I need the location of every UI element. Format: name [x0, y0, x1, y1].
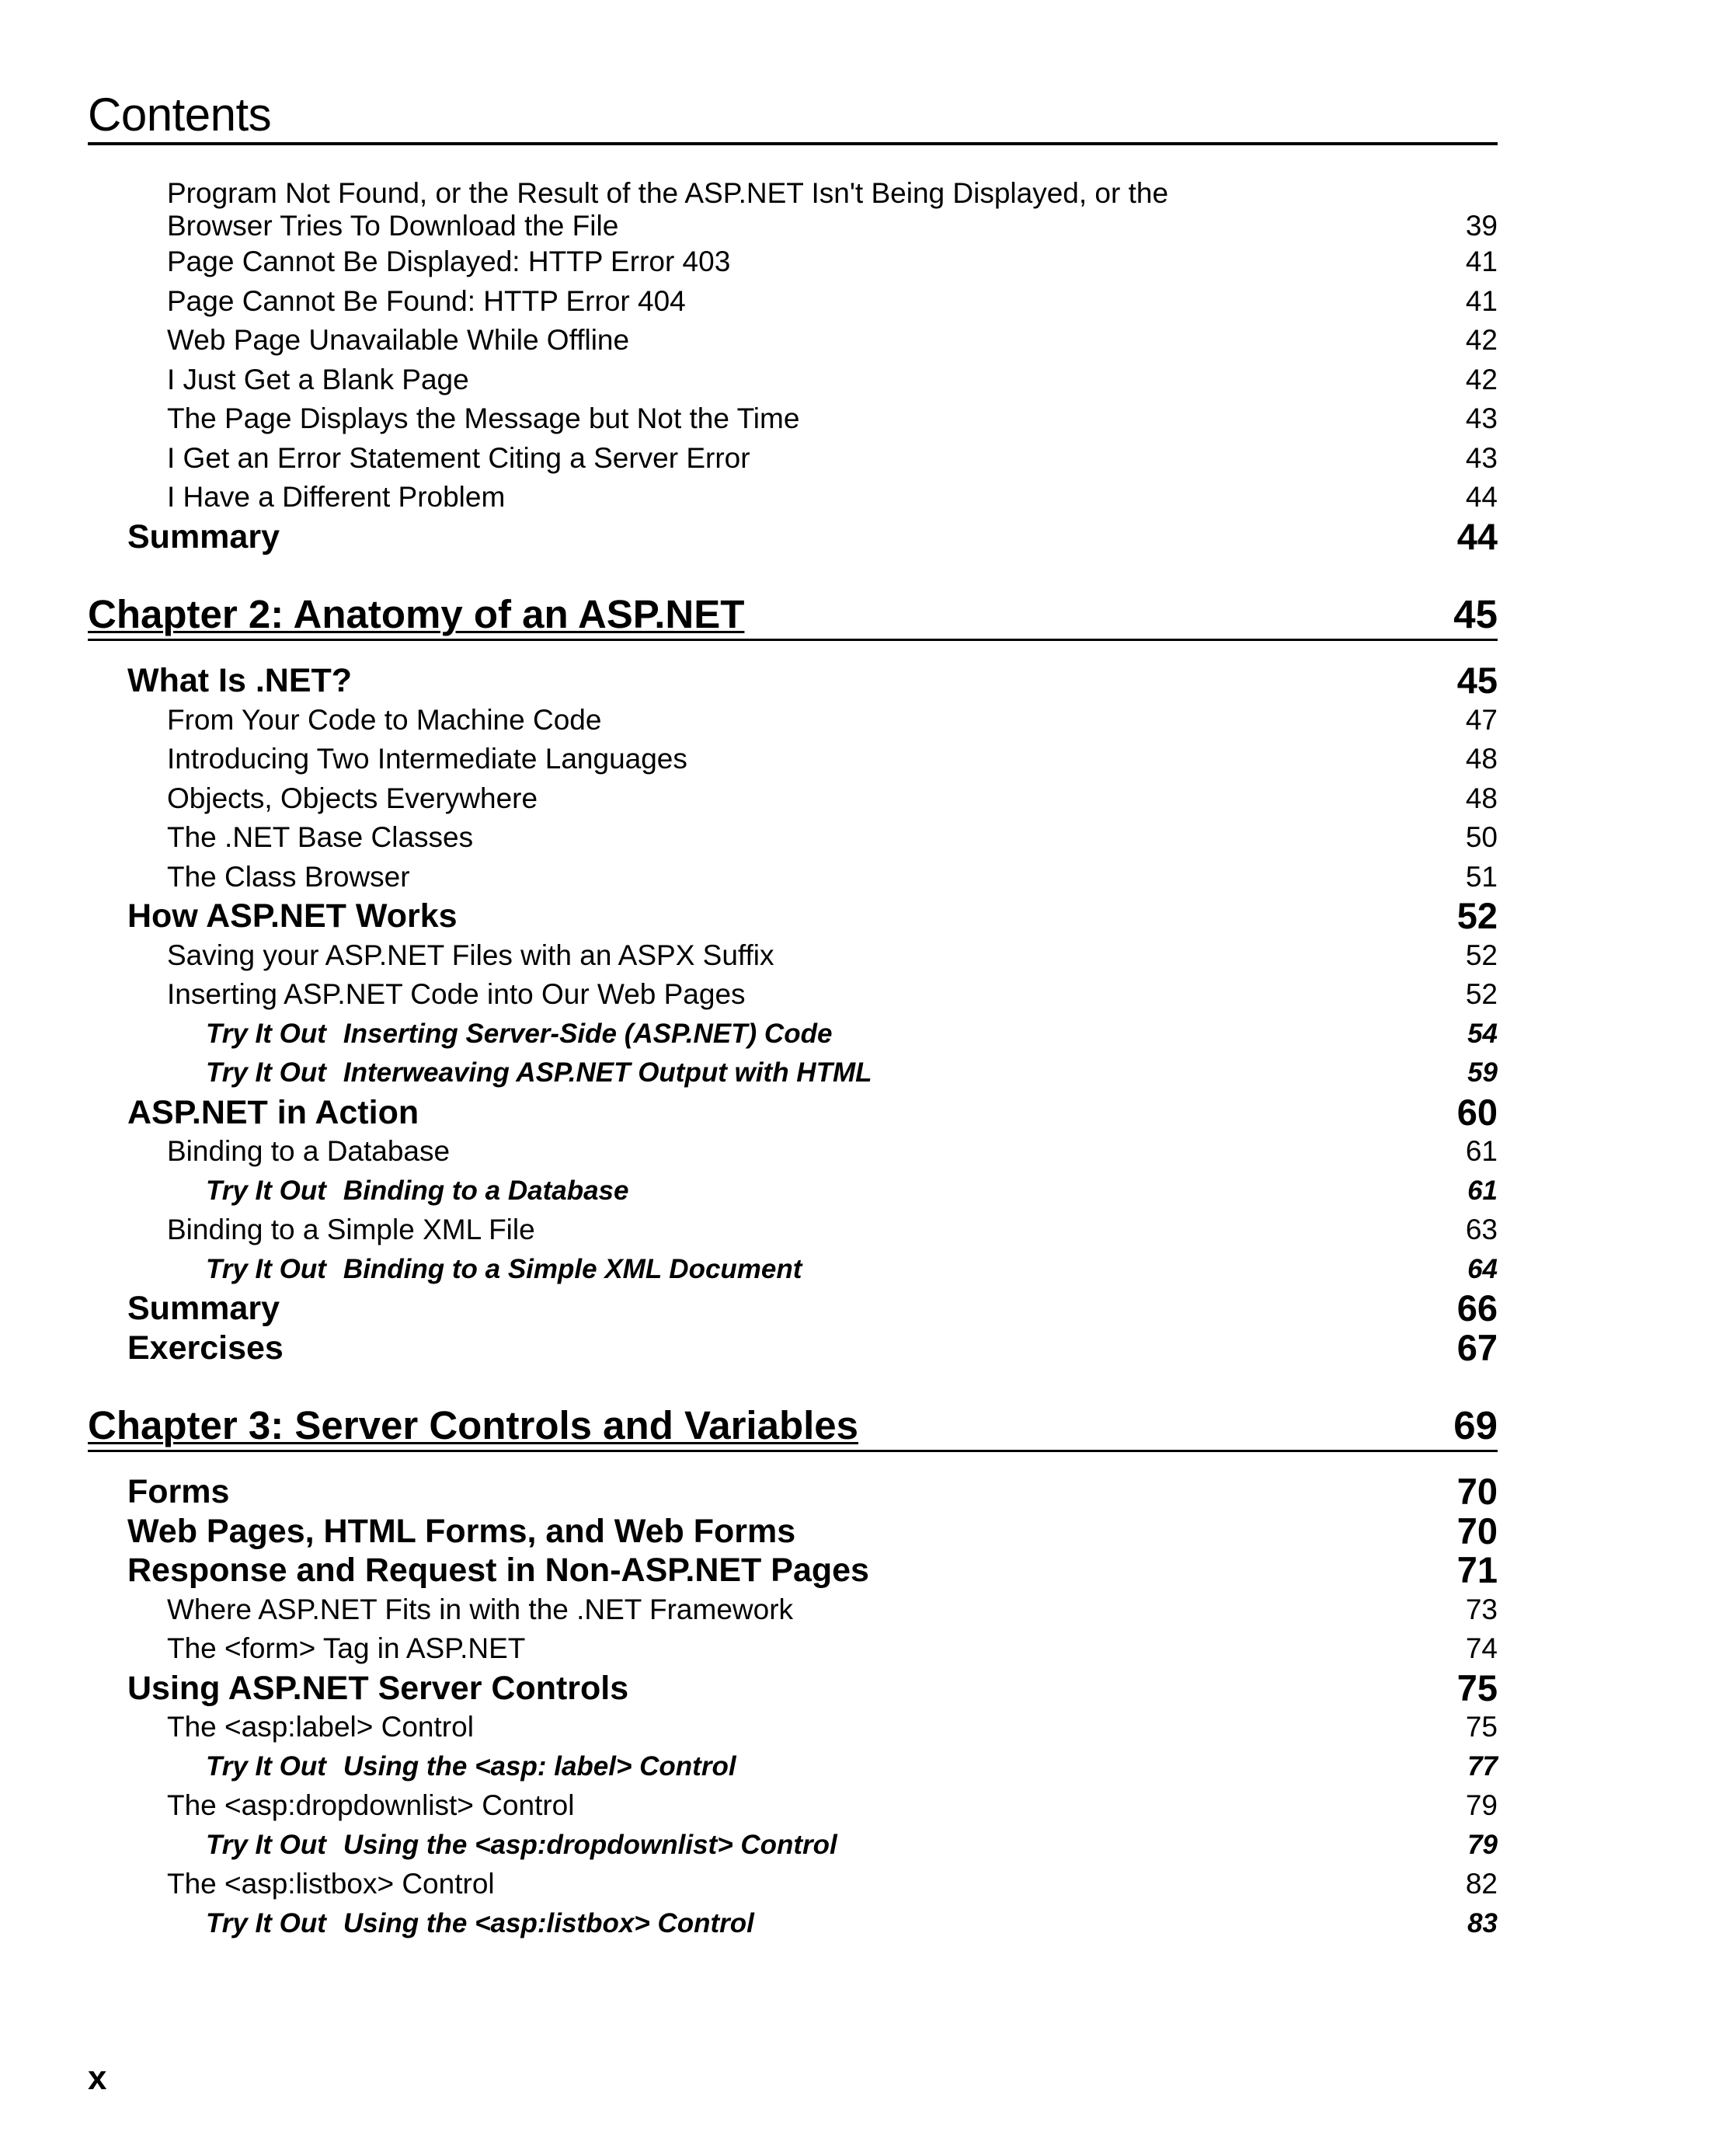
toc-entry-page: 73: [1465, 1593, 1498, 1625]
toc-section-title: Using ASP.NET Server Controls: [127, 1669, 629, 1707]
toc-entry-title: From Your Code to Machine Code: [167, 703, 602, 736]
running-header-title: Contents: [88, 89, 272, 141]
toc-entry[interactable]: [88, 818, 1498, 858]
try-it-out-title: Binding to a Database: [343, 1175, 629, 1206]
toc-entry-page: 77: [1467, 1750, 1498, 1782]
toc-section-title: How ASP.NET Works: [127, 897, 458, 935]
toc-entry-title: The Page Displays the Message but Not the Time: [167, 402, 800, 434]
toc-entry-title: Objects, Objects Everywhere: [167, 782, 538, 814]
chapter-page: 45: [1453, 592, 1498, 636]
chapter-title: Chapter 3: Server Controls and Variables: [88, 1403, 859, 1447]
toc-entry-page: 52: [1465, 978, 1498, 1010]
toc-try-it-out[interactable]: [88, 1250, 1498, 1290]
toc-entry-page: 79: [1467, 1829, 1498, 1860]
toc-try-it-out[interactable]: [88, 1904, 1498, 1944]
toc-entry-page: 59: [1467, 1057, 1498, 1088]
toc-section-title: Summary: [127, 1290, 280, 1327]
toc-entry[interactable]: [88, 1210, 1498, 1250]
table-of-contents: [88, 177, 1498, 1943]
toc-entry[interactable]: [88, 439, 1498, 479]
toc-entry-page: 44: [1465, 481, 1498, 513]
toc-section-page: 60: [1456, 1091, 1498, 1133]
toc-entry[interactable]: [88, 1865, 1498, 1904]
toc-entry[interactable]: [88, 399, 1498, 439]
toc-entry[interactable]: [88, 242, 1498, 282]
toc-section[interactable]: [88, 661, 1498, 701]
toc-entry-page: 43: [1465, 441, 1498, 474]
toc-entry-title: I Get an Error Statement Citing a Server Error: [167, 441, 750, 474]
toc-entry-page: 74: [1465, 1632, 1498, 1664]
page-number: x: [88, 2059, 107, 2097]
try-it-out-title: Binding to a Simple XML Document: [343, 1253, 802, 1284]
toc-entry-title: I Just Get a Blank Page: [167, 363, 469, 395]
toc-section-page: 67: [1456, 1326, 1498, 1368]
toc-entry[interactable]: [88, 779, 1498, 819]
toc-chapter-3[interactable]: [88, 1402, 1498, 1452]
toc-entry-page: 48: [1465, 782, 1498, 814]
toc-section[interactable]: [88, 1093, 1498, 1133]
toc-section[interactable]: [88, 1472, 1498, 1512]
toc-entry-page: 54: [1467, 1018, 1498, 1049]
toc-section[interactable]: [88, 517, 1498, 557]
toc-entry-page: 41: [1465, 246, 1498, 277]
toc-entry-title: Inserting ASP.NET Code into Our Web Pages: [167, 978, 746, 1010]
toc-entry-page: 48: [1465, 743, 1498, 775]
try-it-out-label: Try It Out: [206, 1018, 326, 1049]
toc-entry-title: Web Page Unavailable While Offline: [167, 324, 630, 356]
toc-entry-title: Program Not Found, or the Result of the ASP.NET Isn't Being Displayed, or the Browser Tries To Download the File: [167, 177, 1169, 242]
toc-entry-title: The Class Browser: [167, 860, 410, 893]
try-it-out-label: Try It Out: [206, 1175, 326, 1206]
toc-section[interactable]: [88, 1326, 1498, 1368]
try-it-out-title: Interweaving ASP.NET Output with HTML: [343, 1057, 872, 1088]
toc-entry-page: 52: [1465, 939, 1498, 971]
toc-try-it-out[interactable]: [88, 1826, 1498, 1865]
toc-section-page: 70: [1456, 1471, 1498, 1512]
toc-entry-title: Saving your ASP.NET Files with an ASPX Suffix: [167, 939, 774, 971]
try-it-out-title: Using the <asp:dropdownlist> Control: [343, 1829, 837, 1860]
toc-entry-page: 83: [1467, 1907, 1498, 1938]
toc-entry-page: 75: [1465, 1711, 1498, 1743]
toc-section-title: ASP.NET in Action: [127, 1093, 419, 1131]
toc-entry[interactable]: [88, 1786, 1498, 1826]
toc-entry[interactable]: [88, 1590, 1498, 1630]
try-it-out-title: Inserting Server-Side (ASP.NET) Code: [343, 1018, 833, 1049]
toc-entry-page: 82: [1465, 1868, 1498, 1900]
toc-section-title: Web Pages, HTML Forms, and Web Forms: [127, 1512, 796, 1550]
toc-entry-page: 42: [1465, 363, 1498, 395]
toc-entry-title: Page Cannot Be Displayed: HTTP Error 403: [167, 246, 731, 277]
toc-chapter-2[interactable]: [88, 590, 1498, 641]
toc-entry-title: Introducing Two Intermediate Languages: [167, 743, 687, 775]
toc-entry-page: 43: [1465, 402, 1498, 434]
toc-section-title: Exercises: [127, 1329, 284, 1367]
toc-try-it-out[interactable]: [88, 1172, 1498, 1211]
toc-entry-page: 61: [1467, 1175, 1498, 1206]
toc-entry[interactable]: [88, 1132, 1498, 1172]
try-it-out-label: Try It Out: [206, 1907, 326, 1938]
toc-entry-page: 39: [1465, 210, 1498, 242]
toc-entry-title: The <asp:dropdownlist> Control: [167, 1789, 575, 1821]
header-rule: [88, 142, 1498, 145]
toc-entry[interactable]: [88, 321, 1498, 360]
try-it-out-title: Using the <asp: label> Control: [343, 1750, 736, 1782]
toc-entry-page: 41: [1465, 284, 1498, 317]
toc-entry-page: 79: [1465, 1789, 1498, 1821]
toc-entry-page: 64: [1467, 1253, 1498, 1284]
toc-section-title: What Is .NET?: [127, 662, 353, 699]
toc-entry-page: 51: [1465, 860, 1498, 893]
toc-entry-page: 42: [1465, 324, 1498, 356]
toc-section[interactable]: [88, 1551, 1498, 1590]
toc-entry-title: Binding to a Simple XML File: [167, 1214, 535, 1245]
toc-section-title: Response and Request in Non-ASP.NET Pages: [127, 1552, 869, 1589]
toc-section[interactable]: [88, 1669, 1498, 1708]
toc-entry[interactable]: [88, 177, 1498, 242]
toc-entry[interactable]: [88, 282, 1498, 322]
try-it-out-label: Try It Out: [206, 1057, 326, 1088]
toc-entry[interactable]: [88, 975, 1498, 1015]
try-it-out-label: Try It Out: [206, 1750, 326, 1782]
toc-entry-title: The <form> Tag in ASP.NET: [167, 1632, 526, 1664]
toc-entry-page: 50: [1465, 821, 1498, 853]
toc-entry[interactable]: [88, 858, 1498, 897]
toc-section-title: Summary: [127, 517, 280, 556]
toc-section-page: 52: [1456, 895, 1498, 936]
toc-entry-page: 63: [1465, 1214, 1498, 1245]
toc-entry[interactable]: [88, 1708, 1498, 1747]
toc-entry[interactable]: [88, 936, 1498, 976]
toc-entry[interactable]: [88, 478, 1498, 517]
toc-entry-page: 61: [1465, 1135, 1498, 1167]
toc-section[interactable]: [88, 1512, 1498, 1552]
toc-entry-title: The <asp:label> Control: [167, 1711, 474, 1743]
toc-section-page: 75: [1456, 1667, 1498, 1708]
toc-entry-title: The <asp:listbox> Control: [167, 1868, 495, 1900]
toc-section-page: 71: [1456, 1549, 1498, 1590]
toc-section-page: 70: [1456, 1510, 1498, 1552]
toc-entry-title: Binding to a Database: [167, 1135, 451, 1167]
toc-section-page: 44: [1456, 515, 1498, 557]
toc-entry[interactable]: [88, 701, 1498, 740]
toc-entry-page: 47: [1465, 703, 1498, 736]
try-it-out-label: Try It Out: [206, 1829, 326, 1860]
toc-try-it-out[interactable]: [88, 1054, 1498, 1093]
toc-section[interactable]: [88, 897, 1498, 936]
toc-try-it-out[interactable]: [88, 1015, 1498, 1054]
toc-entry-title: Page Cannot Be Found: HTTP Error 404: [167, 284, 686, 317]
toc-try-it-out[interactable]: [88, 1747, 1498, 1787]
toc-entry[interactable]: [88, 360, 1498, 400]
toc-section-title: Forms: [127, 1473, 230, 1510]
toc-entry-title: Where ASP.NET Fits in with the .NET Framework: [167, 1593, 794, 1625]
toc-section-page: 45: [1456, 660, 1498, 701]
chapter-title: Chapter 2: Anatomy of an ASP.NET: [88, 592, 745, 636]
chapter-page: 69: [1453, 1403, 1498, 1447]
toc-entry[interactable]: [88, 1629, 1498, 1669]
toc-entry-title: I Have a Different Problem: [167, 481, 506, 513]
toc-section[interactable]: [88, 1289, 1498, 1329]
try-it-out-title: Using the <asp:listbox> Control: [343, 1907, 754, 1938]
toc-entry[interactable]: [88, 740, 1498, 779]
toc-entry-title: The .NET Base Classes: [167, 821, 474, 853]
toc-section-page: 66: [1456, 1287, 1498, 1329]
try-it-out-label: Try It Out: [206, 1253, 326, 1284]
